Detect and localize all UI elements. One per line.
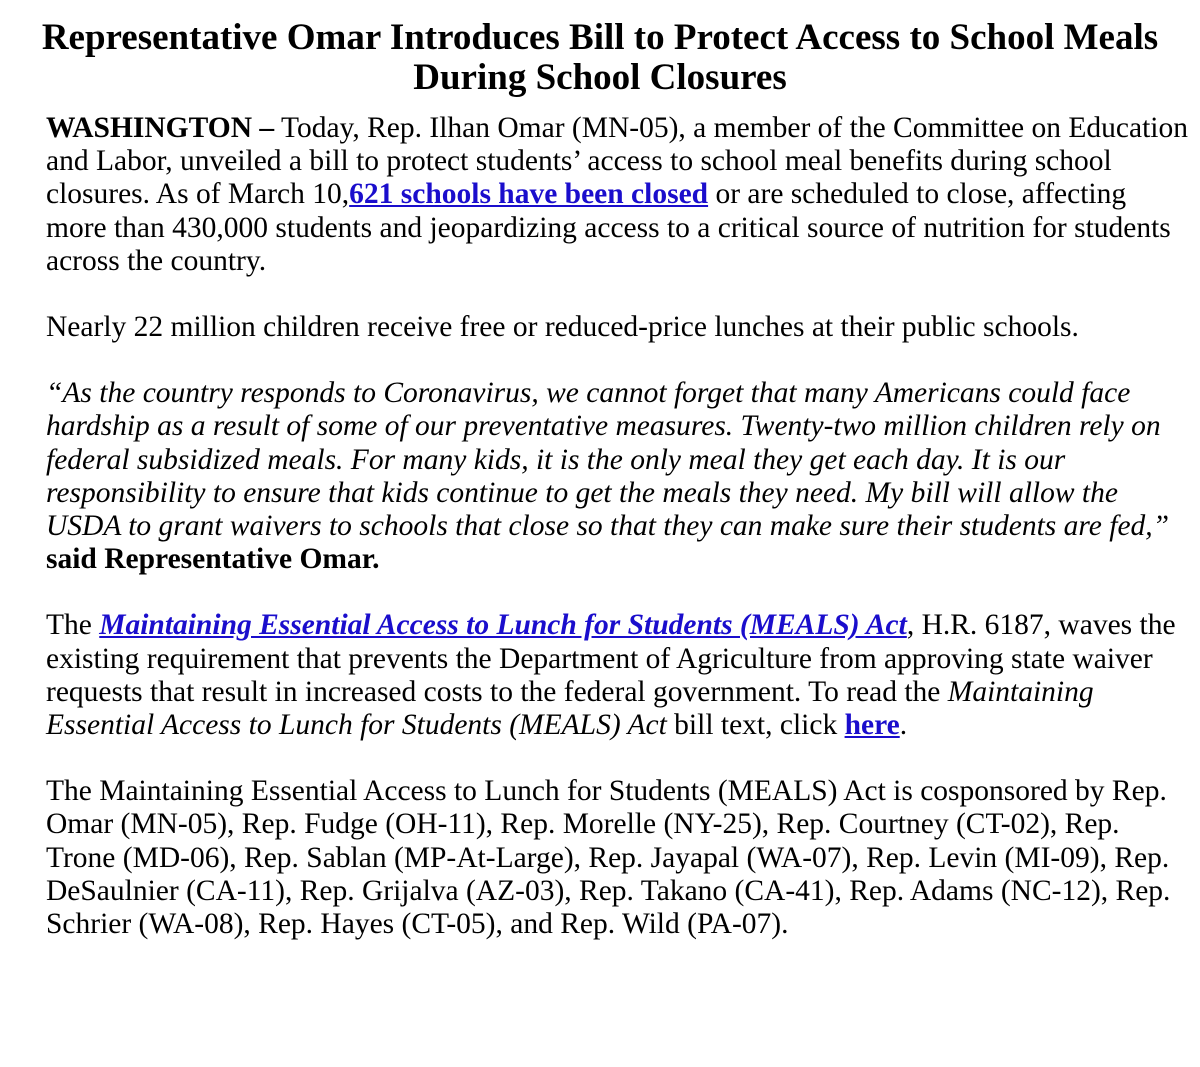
bill-text-click: bill text, click [666,709,845,742]
intro-paragraph [46,112,1192,278]
bill-text-here-link[interactable]: here [844,709,900,742]
press-release-body [46,112,1192,941]
act-name: Maintaining Essential Access to Lunch for Students (MEALS) Act [46,675,1094,742]
cosponsors-paragraph: The Maintaining Essential Access to Lunch for Students (MEALS) Act is cosponsored by Rep. Omar (MN-05), Rep. Fudge (OH-11), Rep. Morelle (NY-25), Rep. Courtney (CT-02), Rep. Trone (MD-06), Rep. Sablan (MP-At-Large), Rep. Jayapal (WA-07), Rep. Levin (MI-09), Rep. DeSaulnier (CA-11), Rep. Grijalva (AZ-03), Rep. Takano (CA-41), Rep. Adams (NC-12), Rep. Schrier (WA-08), Rep. Hayes (CT-05), and Rep. Wild (PA-07). [46,775,1171,941]
bill-paragraph [46,609,1192,742]
quote-paragraph [46,377,1192,576]
meals-act-link[interactable]: Maintaining Essential Access to Lunch for Students (MEALS) Act [99,609,907,642]
intro-text-cont: or are scheduled to close, affecting more than 430,000 students and jeopardizing access to a critical source of nutrition for students across the country. [46,178,1171,277]
bill-text-cont: , H.R. 6187, waves the existing requirement that prevents the Department of Agriculture from approving state waiver requests that result in increased costs to the federal government. To read the [46,609,1176,708]
page-title: Representative Omar Introduces Bill to Protect Access to School Meals During School Closures [41,17,1159,98]
bill-text: The [46,609,100,642]
intro-text: Today, Rep. Ilhan Omar (MN-05), a member of the Committee on Education and Labor, unveiled a bill to protect students’ access to school meal benefits during school closures. As of March 10, [46,112,1188,211]
period: . [899,709,908,742]
quote-text: “As the country responds to Coronavirus, we cannot forget that many Americans could face hardship as a result of some of our preventative measures. Twenty-two million children rely on federal subsidized meals. For many kids, it is the only meal they get each day. It is our responsibility to ensure that kids continue to get the meals they need. My bill will allow the USDA to grant waivers to schools that close so that they can make sure their students are fed,” [46,377,1170,543]
dateline: WASHINGTON – [46,112,275,144]
quote-attribution: said Representative Omar. [46,543,380,576]
schools-closed-link[interactable]: 621 schools have been closed [349,178,709,211]
lunch-stat-paragraph: Nearly 22 million children receive free or reduced-price lunches at their public schools. [46,311,1079,344]
